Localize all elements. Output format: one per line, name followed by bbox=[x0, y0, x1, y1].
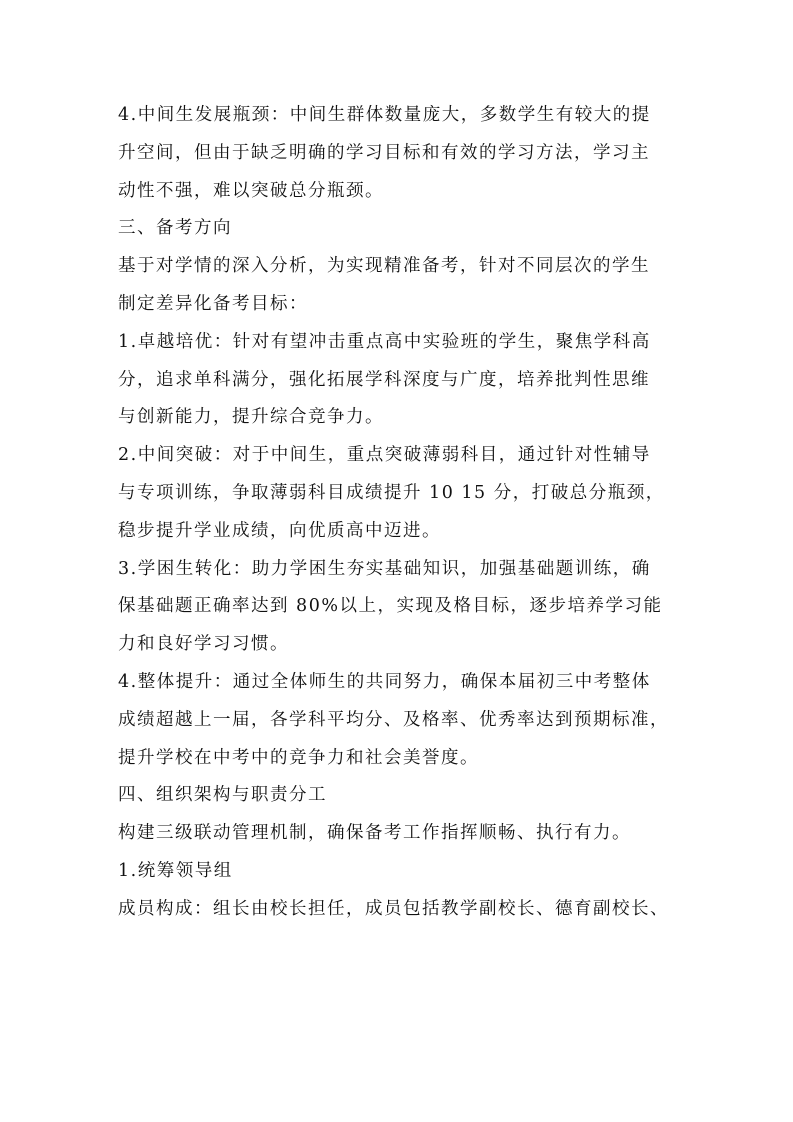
paragraph-line: 稳步提升学业成绩，向优质高中迈进。 bbox=[118, 520, 441, 541]
paragraph-line: 构建三级联动管理机制，确保备考工作指挥顺畅、执行有力。 bbox=[118, 823, 631, 844]
paragraph-line: 保基础题正确率达到 80%以上，实现及格目标，逐步培养学习能 bbox=[118, 596, 663, 617]
paragraph-line: 提升学校在中考中的竞争力和社会美誉度。 bbox=[118, 747, 479, 768]
paragraph-line: 成员构成：组长由校长担任，成员包括教学副校长、德育副校长、 bbox=[118, 898, 669, 919]
paragraph-line: 3.学困生转化：助力学困生夯实基础知识，加强基础题训练，确 bbox=[118, 558, 651, 579]
paragraph-line: 4.中间生发展瓶颈：中间生群体数量庞大，多数学生有较大的提 bbox=[118, 105, 651, 125]
paragraph-line: 基于对学情的深入分析，为实现精准备考，针对不同层次的学生 bbox=[118, 256, 650, 277]
paragraph-line: 分，追求单科满分，强化拓展学科深度与广度，培养批判性思维 bbox=[118, 369, 650, 390]
paragraph-line: 4.整体提升：通过全体师生的共同努力，确保本届初三中考整体 bbox=[118, 671, 651, 692]
paragraph-line: 与专项训练，争取薄弱科目成绩提升 10 15 分，打破总分瓶颈， bbox=[118, 482, 665, 503]
paragraph-line: 动性不强，难以突破总分瓶颈。 bbox=[118, 180, 384, 201]
subsection-heading: 1.统筹领导组 bbox=[118, 860, 233, 881]
section-heading: 三、备考方向 bbox=[118, 218, 232, 239]
paragraph-line: 制定差异化备考目标： bbox=[118, 293, 308, 314]
paragraph-line: 与创新能力，提升综合竞争力。 bbox=[118, 407, 384, 428]
paragraph-line: 2.中间突破：对于中间生，重点突破薄弱科目，通过针对性辅导 bbox=[118, 445, 651, 466]
paragraph-line: 力和良好学习习惯。 bbox=[118, 634, 289, 655]
section-heading: 四、组织架构与职责分工 bbox=[118, 785, 327, 806]
paragraph-line: 升空间，但由于缺乏明确的学习目标和有效的学习方法，学习主 bbox=[118, 142, 650, 163]
paragraph-line: 成绩超越上一届，各学科平均分、及格率、优秀率达到预期标准， bbox=[118, 709, 669, 730]
paragraph-line: 1.卓越培优：针对有望冲击重点高中实验班的学生，聚焦学科高 bbox=[118, 331, 651, 352]
document-body bbox=[118, 97, 678, 929]
